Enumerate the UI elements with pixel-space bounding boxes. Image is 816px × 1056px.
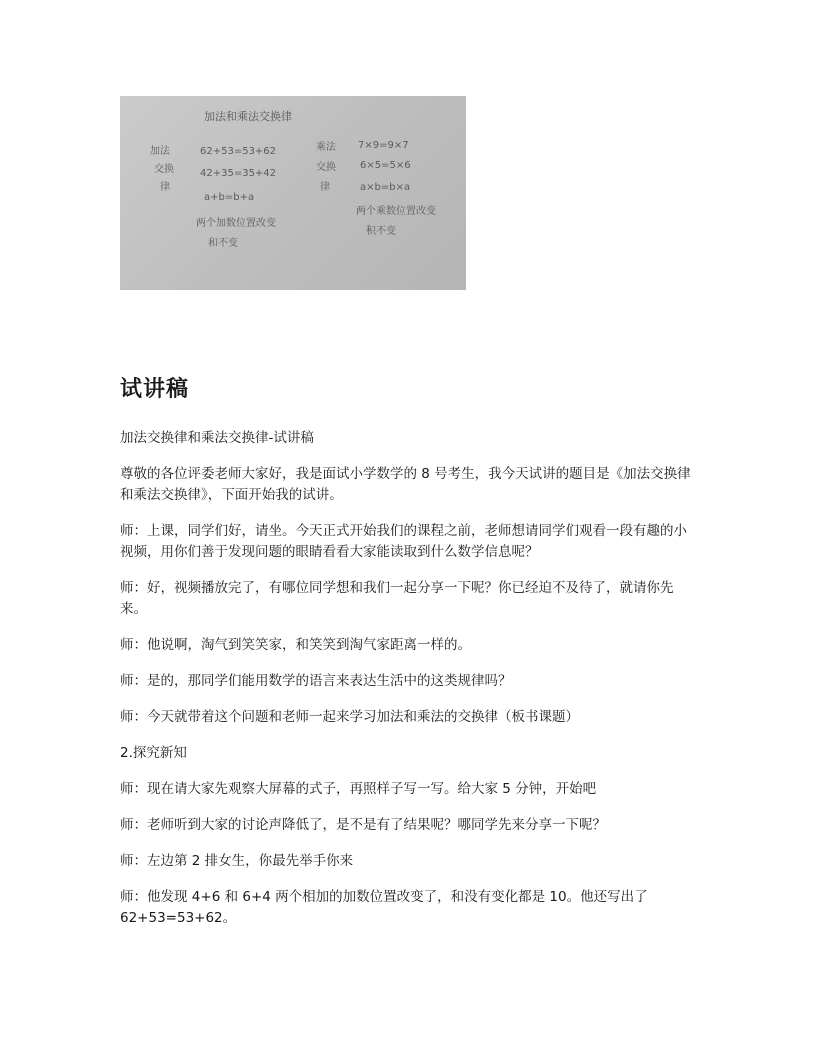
photo-right-line-4: 两个乘数位置改变 bbox=[356, 206, 436, 217]
paragraph: 师：他发现 4+6 和 6+4 两个相加的加数位置改变了，和没有变化都是 10。他还写出了 62+53=53+62。 bbox=[120, 889, 648, 926]
paragraph: 师：老师听到大家的讨论声降低了，是不是有了结果呢？哪同学先来分享一下呢？ bbox=[120, 817, 606, 833]
photo-right-line-3: a×b=b×a bbox=[360, 182, 411, 193]
photo-left-line-1: 62+53=53+62 bbox=[200, 146, 277, 157]
photo-left-label-1: 加法 bbox=[150, 146, 170, 157]
handwritten-notes bbox=[120, 96, 466, 290]
photo-right-line-2: 6×5=5×6 bbox=[360, 160, 411, 171]
photo-title: 加法和乘法交换律 bbox=[204, 110, 292, 123]
photo-right-label-2: 交换 bbox=[316, 162, 336, 173]
paragraph: 师：左边第 2 排女生，你最先举手你来 bbox=[120, 853, 354, 869]
document-body bbox=[120, 428, 700, 944]
paragraph: 师：今天就带着这个问题和老师一起来学习加法和乘法的交换律（板书课题） bbox=[120, 709, 579, 725]
paragraph-subtitle: 加法交换律和乘法交换律-试讲稿 bbox=[120, 430, 314, 446]
page-title: 试讲稿 bbox=[120, 377, 190, 402]
photo-right-label-3: 律 bbox=[320, 182, 330, 193]
photo-left-label-2: 交换 bbox=[154, 164, 174, 175]
paragraph-intro: 尊敬的各位评委老师大家好，我是面试小学数学的 8 号考生，我今天试讲的题目是《加法交换律和乘法交换律》，下面开始我的试讲。 bbox=[120, 466, 691, 503]
photo-right-line-1: 7×9=9×7 bbox=[358, 140, 409, 151]
paragraph: 师：好，视频播放完了，有哪位同学想和我们一起分享一下呢？你已经迫不及待了，就请你先来。 bbox=[120, 580, 674, 617]
photo-left-line-4: 两个加数位置改变 bbox=[196, 218, 276, 229]
photo-left-line-2: 42+35=35+42 bbox=[200, 168, 277, 179]
blackboard-photo bbox=[120, 96, 466, 290]
photo-right-line-5: 积不变 bbox=[366, 226, 396, 237]
photo-left-label-3: 律 bbox=[160, 182, 170, 193]
photo-right-label-1: 乘法 bbox=[316, 142, 336, 153]
photo-left-line-5: 和不变 bbox=[208, 238, 238, 249]
section-heading: 2.探究新知 bbox=[120, 745, 187, 761]
paragraph: 师：上课，同学们好，请坐。今天正式开始我们的课程之前，老师想请同学们观看一段有趣的小视频，用你们善于发现问题的眼睛看看大家能读取到什么数学信息呢？ bbox=[120, 523, 687, 560]
paragraph: 师：是的，那同学们能用数学的语言来表达生活中的这类规律吗？ bbox=[120, 673, 512, 689]
paragraph: 师：他说啊，淘气到笑笑家，和笑笑到淘气家距离一样的。 bbox=[120, 637, 471, 653]
photo-left-line-3: a+b=b+a bbox=[204, 192, 255, 203]
paragraph: 师：现在请大家先观察大屏幕的式子，再照样子写一写。给大家 5 分钟，开始吧 bbox=[120, 781, 597, 797]
